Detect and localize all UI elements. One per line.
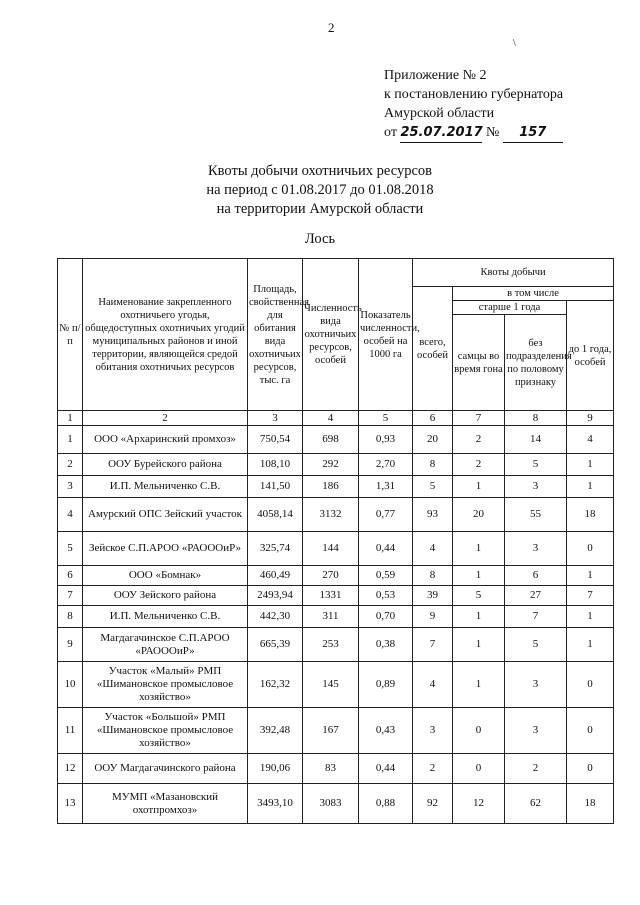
cell-area: 141,50 — [248, 476, 303, 498]
cell-n: 3 — [58, 476, 83, 498]
cell-n: 12 — [58, 754, 83, 784]
header-including: в том числе — [453, 287, 614, 301]
colnum: 6 — [413, 411, 453, 426]
cell-total: 8 — [413, 454, 453, 476]
colnum: 3 — [248, 411, 303, 426]
cell-name: Магдагачинское С.П.АРОО «РАОООиР» — [83, 628, 248, 662]
colnum: 4 — [303, 411, 359, 426]
header-indicator: Показатель численности, особей на 1000 га — [359, 259, 413, 411]
cell-n: 2 — [58, 454, 83, 476]
date-prefix: от — [384, 125, 397, 140]
cell-n: 6 — [58, 566, 83, 586]
cell-males: 1 — [453, 532, 505, 566]
cell-nosex: 55 — [505, 498, 567, 532]
cell-pop: 3083 — [303, 784, 359, 824]
cell-n: 13 — [58, 784, 83, 824]
cell-pop: 186 — [303, 476, 359, 498]
cell-area: 442,30 — [248, 606, 303, 628]
page-number: 2 — [328, 20, 335, 35]
table-row — [58, 566, 614, 586]
cell-name: Зейское С.П.АРОО «РАОООиР» — [83, 532, 248, 566]
cell-ind: 0,43 — [359, 708, 413, 754]
cell-ind: 0,93 — [359, 426, 413, 454]
cell-young: 0 — [567, 754, 614, 784]
cell-name: И.П. Мельниченко С.В. — [83, 476, 248, 498]
cell-n: 5 — [58, 532, 83, 566]
table-row — [58, 476, 614, 498]
table-row — [58, 586, 614, 606]
cell-ind: 0,88 — [359, 784, 413, 824]
cell-n: 4 — [58, 498, 83, 532]
cell-name: Участок «Малый» РМП «Шимановское промысловое хозяйство» — [83, 662, 248, 708]
annex-block — [384, 66, 563, 143]
cell-males: 1 — [453, 662, 505, 708]
header-total: всего, особей — [413, 287, 453, 411]
number-value: 157 — [503, 123, 563, 143]
header-num: № п/п — [58, 259, 83, 411]
cell-nosex: 27 — [505, 586, 567, 606]
cell-ind: 0,44 — [359, 754, 413, 784]
cell-n: 10 — [58, 662, 83, 708]
cell-nosex: 3 — [505, 662, 567, 708]
table-row — [58, 754, 614, 784]
cell-area: 162,32 — [248, 662, 303, 708]
cell-area: 325,74 — [248, 532, 303, 566]
cell-name: ООО «Архаринский промхоз» — [83, 426, 248, 454]
cell-nosex: 3 — [505, 476, 567, 498]
cell-males: 2 — [453, 426, 505, 454]
cell-area: 750,54 — [248, 426, 303, 454]
cell-pop: 292 — [303, 454, 359, 476]
cell-nosex: 5 — [505, 628, 567, 662]
cell-young: 7 — [567, 586, 614, 606]
cell-n: 1 — [58, 426, 83, 454]
cell-pop: 1331 — [303, 586, 359, 606]
document-title — [0, 162, 640, 219]
cell-young: 0 — [567, 662, 614, 708]
table-row — [58, 628, 614, 662]
header-no-sex: без подразделения по половому признаку — [505, 315, 567, 411]
cell-n: 7 — [58, 586, 83, 606]
cell-name: ООО «Бомнак» — [83, 566, 248, 586]
header-quotas: Квоты добычи — [413, 259, 614, 287]
cell-total: 39 — [413, 586, 453, 606]
cell-pop: 83 — [303, 754, 359, 784]
cell-name: Участок «Большой» РМП «Шимановское промысловое хозяйство» — [83, 708, 248, 754]
cell-males: 5 — [453, 586, 505, 606]
cell-ind: 0,38 — [359, 628, 413, 662]
annex-line-3: Амурской области — [384, 106, 495, 121]
colnum: 7 — [453, 411, 505, 426]
title-line-1: Квоты добычи охотничьих ресурсов — [208, 163, 432, 179]
cell-young: 18 — [567, 498, 614, 532]
colnum: 8 — [505, 411, 567, 426]
cell-name: ООУ Бурейского района — [83, 454, 248, 476]
cell-pop: 167 — [303, 708, 359, 754]
cell-nosex: 14 — [505, 426, 567, 454]
cell-young: 1 — [567, 566, 614, 586]
cell-pop: 698 — [303, 426, 359, 454]
cell-males: 1 — [453, 628, 505, 662]
cell-area: 3493,10 — [248, 784, 303, 824]
cell-pop: 145 — [303, 662, 359, 708]
cell-total: 7 — [413, 628, 453, 662]
cell-total: 20 — [413, 426, 453, 454]
cell-area: 4058,14 — [248, 498, 303, 532]
cell-young: 1 — [567, 476, 614, 498]
colnum: 1 — [58, 411, 83, 426]
cell-males: 0 — [453, 754, 505, 784]
cell-young: 1 — [567, 628, 614, 662]
cell-ind: 0,53 — [359, 586, 413, 606]
species-subtitle: Лось — [304, 231, 336, 247]
cell-name: МУМП «Мазановский охотпромхоз» — [83, 784, 248, 824]
quota-table — [57, 258, 614, 824]
cell-total: 8 — [413, 566, 453, 586]
annex-line-2: к постановлению губернатора — [384, 87, 564, 102]
cell-pop: 144 — [303, 532, 359, 566]
header-population: Численность вида охотничьих ресурсов, особей — [303, 259, 359, 411]
stray-mark: \ — [513, 38, 516, 49]
cell-total: 92 — [413, 784, 453, 824]
cell-males: 2 — [453, 454, 505, 476]
header-young: до 1 года, особей — [567, 301, 614, 411]
cell-males: 0 — [453, 708, 505, 754]
cell-ind: 0,59 — [359, 566, 413, 586]
cell-name: ООУ Зейского района — [83, 586, 248, 606]
cell-n: 11 — [58, 708, 83, 754]
cell-area: 392,48 — [248, 708, 303, 754]
cell-total: 9 — [413, 606, 453, 628]
cell-nosex: 2 — [505, 754, 567, 784]
cell-pop: 253 — [303, 628, 359, 662]
number-prefix: № — [485, 125, 500, 140]
cell-pop: 311 — [303, 606, 359, 628]
cell-males: 1 — [453, 566, 505, 586]
cell-nosex: 6 — [505, 566, 567, 586]
cell-total: 2 — [413, 754, 453, 784]
colnum: 2 — [83, 411, 248, 426]
cell-ind: 2,70 — [359, 454, 413, 476]
cell-young: 1 — [567, 606, 614, 628]
cell-name: И.П. Мельниченко С.В. — [83, 606, 248, 628]
cell-males: 20 — [453, 498, 505, 532]
cell-young: 0 — [567, 532, 614, 566]
colnum: 9 — [567, 411, 614, 426]
cell-area: 2493,94 — [248, 586, 303, 606]
cell-males: 1 — [453, 606, 505, 628]
cell-nosex: 3 — [505, 532, 567, 566]
cell-n: 8 — [58, 606, 83, 628]
table-row — [58, 498, 614, 532]
table-row — [58, 454, 614, 476]
cell-total: 4 — [413, 662, 453, 708]
annex-date-line — [384, 123, 563, 143]
colnum: 5 — [359, 411, 413, 426]
cell-area: 190,06 — [248, 754, 303, 784]
cell-ind: 0,70 — [359, 606, 413, 628]
cell-ind: 0,77 — [359, 498, 413, 532]
table-row — [58, 606, 614, 628]
cell-ind: 0,89 — [359, 662, 413, 708]
cell-name: Амурский ОПС Зейский участок — [83, 498, 248, 532]
column-numbers-row — [58, 411, 614, 426]
cell-ind: 0,44 — [359, 532, 413, 566]
cell-total: 5 — [413, 476, 453, 498]
cell-name: ООУ Магдагачинского района — [83, 754, 248, 784]
cell-area: 460,49 — [248, 566, 303, 586]
header-name: Наименование закрепленного охотничьего угодья, общедоступных охотничьих угодий муниципальных районов и иной территории, являющейся средой обитания охотничьих ресурсов — [83, 259, 248, 411]
cell-total: 3 — [413, 708, 453, 754]
cell-area: 665,39 — [248, 628, 303, 662]
date-value: 25.07.2017 — [400, 123, 482, 143]
cell-nosex: 3 — [505, 708, 567, 754]
cell-pop: 270 — [303, 566, 359, 586]
title-line-3: на территории Амурской области — [216, 201, 424, 217]
table-row — [58, 426, 614, 454]
cell-nosex: 62 — [505, 784, 567, 824]
cell-males: 1 — [453, 476, 505, 498]
table-row — [58, 662, 614, 708]
cell-young: 18 — [567, 784, 614, 824]
cell-nosex: 5 — [505, 454, 567, 476]
cell-n: 9 — [58, 628, 83, 662]
cell-total: 4 — [413, 532, 453, 566]
cell-pop: 3132 — [303, 498, 359, 532]
cell-young: 4 — [567, 426, 614, 454]
cell-nosex: 7 — [505, 606, 567, 628]
header-males: самцы во время гона — [453, 315, 505, 411]
table-row — [58, 708, 614, 754]
header-area: Площадь, свойственная для обитания вида охотничьих ресурсов, тыс. га — [248, 259, 303, 411]
cell-area: 108,10 — [248, 454, 303, 476]
cell-males: 12 — [453, 784, 505, 824]
table-row — [58, 784, 614, 824]
annex-title: Приложение № 2 — [384, 68, 487, 83]
cell-total: 93 — [413, 498, 453, 532]
table-row — [58, 532, 614, 566]
cell-young: 1 — [567, 454, 614, 476]
header-older: старше 1 года — [453, 301, 567, 315]
cell-young: 0 — [567, 708, 614, 754]
cell-ind: 1,31 — [359, 476, 413, 498]
title-line-2: на период с 01.08.2017 до 01.08.2018 — [206, 182, 434, 198]
